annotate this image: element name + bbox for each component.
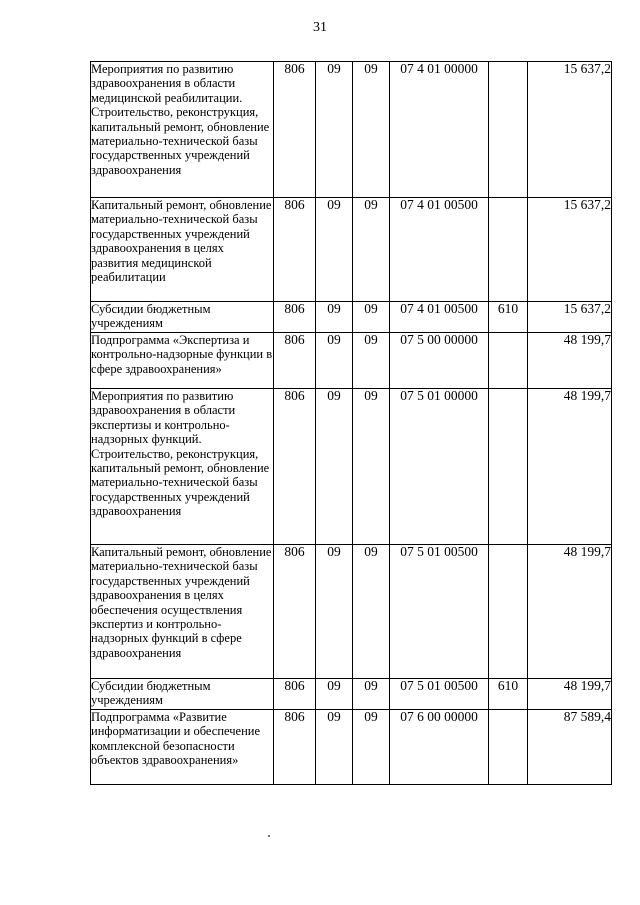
table-row bbox=[91, 198, 612, 302]
target-article-cell: 07 5 01 00000 bbox=[390, 389, 489, 545]
table-row bbox=[91, 62, 612, 198]
amount-cell: 48 199,7 bbox=[528, 389, 612, 545]
section-code-cell: 09 bbox=[316, 333, 353, 389]
subsection-code-cell: 09 bbox=[353, 302, 390, 333]
ministry-code-cell: 806 bbox=[274, 302, 316, 333]
target-article-cell: 07 4 01 00000 bbox=[390, 62, 489, 198]
page-number: 31 bbox=[313, 20, 327, 35]
amount-cell: 15 637,2 bbox=[528, 302, 612, 333]
subsection-code-cell: 09 bbox=[353, 62, 390, 198]
row-name-cell: Субсидии бюджетным учреждениям bbox=[91, 302, 274, 333]
section-code-cell: 09 bbox=[316, 389, 353, 545]
subsection-code-cell: 09 bbox=[353, 710, 390, 785]
target-article-cell: 07 4 01 00500 bbox=[390, 198, 489, 302]
ministry-code-cell: 806 bbox=[274, 545, 316, 679]
row-name-cell: Мероприятия по развитию здравоохранения в области экспертизы и контрольно-надзорных функций. Строительство, реконструкция, капитальный ремонт, обновление материально-технической базы государственных учреждений здравоохранения bbox=[91, 389, 274, 545]
ministry-code-cell: 806 bbox=[274, 389, 316, 545]
section-code-cell: 09 bbox=[316, 710, 353, 785]
table-row bbox=[91, 333, 612, 389]
row-name-cell: Мероприятия по развитию здравоохранения в области медицинской реабилитации. Строительство, реконструкция, капитальный ремонт, обновление материально-технической базы государственных учреждений здравоохранения bbox=[91, 62, 274, 198]
row-name-cell: Подпрограмма «Развитие информатизации и обеспечение комплексной безопасности объектов здравоохранения» bbox=[91, 710, 274, 785]
expense-type-cell bbox=[489, 545, 528, 679]
subsection-code-cell: 09 bbox=[353, 198, 390, 302]
amount-cell: 15 637,2 bbox=[528, 198, 612, 302]
section-code-cell: 09 bbox=[316, 62, 353, 198]
section-code-cell: 09 bbox=[316, 302, 353, 333]
expense-type-cell bbox=[489, 389, 528, 545]
ministry-code-cell: 806 bbox=[274, 198, 316, 302]
expense-type-cell bbox=[489, 710, 528, 785]
table-row bbox=[91, 389, 612, 545]
row-name-cell: Капитальный ремонт, обновление материально-технической базы государственных учреждений здравоохранения в целях обеспечения осуществления экспертиз и контрольно-надзорных функций в сфере здравоохранения bbox=[91, 545, 274, 679]
amount-cell: 87 589,4 bbox=[528, 710, 612, 785]
amount-cell: 48 199,7 bbox=[528, 333, 612, 389]
table-row bbox=[91, 545, 612, 679]
ministry-code-cell: 806 bbox=[274, 679, 316, 710]
target-article-cell: 07 4 01 00500 bbox=[390, 302, 489, 333]
section-code-cell: 09 bbox=[316, 198, 353, 302]
ministry-code-cell: 806 bbox=[274, 710, 316, 785]
ministry-code-cell: 806 bbox=[274, 62, 316, 198]
expense-type-cell bbox=[489, 198, 528, 302]
table-row bbox=[91, 679, 612, 710]
section-code-cell: 09 bbox=[316, 545, 353, 679]
subsection-code-cell: 09 bbox=[353, 389, 390, 545]
amount-cell: 48 199,7 bbox=[528, 545, 612, 679]
scan-speck bbox=[268, 835, 270, 837]
table-row bbox=[91, 710, 612, 785]
ministry-code-cell: 806 bbox=[274, 333, 316, 389]
amount-cell: 48 199,7 bbox=[528, 679, 612, 710]
subsection-code-cell: 09 bbox=[353, 333, 390, 389]
amount-cell: 15 637,2 bbox=[528, 62, 612, 198]
section-code-cell: 09 bbox=[316, 679, 353, 710]
target-article-cell: 07 5 00 00000 bbox=[390, 333, 489, 389]
row-name-cell: Подпрограмма «Экспертиза и контрольно-надзорные функции в сфере здравоохранения» bbox=[91, 333, 274, 389]
expense-type-cell bbox=[489, 333, 528, 389]
target-article-cell: 07 5 01 00500 bbox=[390, 545, 489, 679]
subsection-code-cell: 09 bbox=[353, 545, 390, 679]
budget-table bbox=[90, 61, 612, 785]
row-name-cell: Субсидии бюджетным учреждениям bbox=[91, 679, 274, 710]
target-article-cell: 07 5 01 00500 bbox=[390, 679, 489, 710]
row-name-cell: Капитальный ремонт, обновление материально-технической базы государственных учреждений здравоохранения в целях развития медицинской реабилитации bbox=[91, 198, 274, 302]
target-article-cell: 07 6 00 00000 bbox=[390, 710, 489, 785]
table-row bbox=[91, 302, 612, 333]
subsection-code-cell: 09 bbox=[353, 679, 390, 710]
expense-type-cell bbox=[489, 62, 528, 198]
expense-type-cell: 610 bbox=[489, 302, 528, 333]
expense-type-cell: 610 bbox=[489, 679, 528, 710]
